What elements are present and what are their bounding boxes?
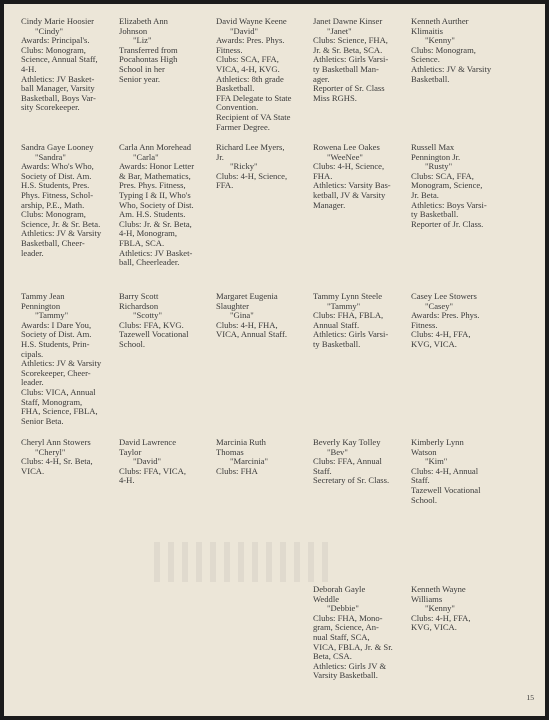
entry-line: leader. (21, 247, 44, 258)
entry-line: Annual Staff. (313, 319, 360, 330)
entry-line: Carla Ann Morehead (119, 142, 192, 152)
senior-entry (411, 143, 505, 229)
entry-line: Clubs: Monogram, (411, 44, 476, 55)
entry-line: Awards: Pres. Phys. (216, 35, 285, 46)
page-number: 15 (526, 693, 534, 702)
entry-line: Am. H.S. Students. (119, 209, 186, 220)
entry-line: Jr. Beta. (411, 189, 439, 200)
entry-line: ketball, JV & Varsity (313, 189, 386, 200)
entry-line: Richard Lee Myers, (216, 142, 285, 152)
entry-line: Johnson (119, 25, 148, 36)
entry-line: "Cheryl" (35, 446, 66, 457)
senior-entry (119, 143, 213, 268)
entry-line: "Sandra" (35, 151, 66, 162)
entry-line: Transferred from (119, 44, 178, 55)
entry-line: Athletics: Varsity Bas- (313, 180, 391, 191)
entry-line: Clubs: FFA, KVG. (119, 319, 184, 330)
entry-line: Awards: Pres. Phys. (411, 310, 480, 321)
senior-entry (21, 438, 115, 476)
entry-line: Awards: Principal's. (21, 35, 90, 46)
senior-entry (313, 438, 407, 486)
entry-line: VICA, Annual Staff. (216, 329, 287, 340)
entry-line: arship, P.E., Math. (21, 199, 85, 210)
entry-line: "Kenny" (425, 35, 455, 46)
entry-line: "Liz" (133, 35, 152, 46)
entry-line: Basketball, Boys Var- (21, 92, 96, 103)
entry-line: Tammy Jean (21, 291, 65, 301)
yearbook-page (4, 4, 545, 716)
senior-entry (411, 292, 505, 350)
senior-entry (119, 292, 213, 350)
entry-line: "Ricky" (230, 161, 258, 172)
entry-line: Athletics: Girls Varsi- (313, 54, 389, 65)
entry-line: VICA, FBLA, Jr. & Sr. (313, 641, 393, 652)
entry-line: ty Basketball Man- (313, 63, 379, 74)
senior-entry (21, 17, 115, 113)
entry-line: School. (119, 338, 146, 349)
entry-line: Monogram, Science, (411, 180, 483, 191)
entry-line: Casey Lee Stowers (411, 291, 477, 301)
senior-entry (216, 17, 310, 132)
entry-line: KVG, VICA. (411, 622, 457, 633)
entry-line: Basketball. (216, 83, 255, 94)
entry-line: sity Scorekeeper. (21, 102, 80, 113)
entry-line: Miss RGHS. (313, 92, 357, 103)
entry-line: Clubs: VICA, Annual (21, 386, 96, 397)
entry-line: "Debbie" (327, 603, 359, 614)
entry-line: ball Manager, Varsity (21, 83, 95, 94)
entry-line: Clubs: FHA (216, 465, 258, 476)
entry-line: ty Basketball. (411, 209, 459, 220)
entry-line: "Casey" (425, 300, 454, 311)
entry-line: Rowena Lee Oakes (313, 142, 380, 152)
entry-line: Clubs: 4-H, Science, (313, 161, 385, 172)
entry-line: Farmer Degree. (216, 121, 270, 132)
entry-line: Cheryl Ann Stowers (21, 437, 91, 447)
senior-entry (313, 17, 407, 103)
entry-line: Varsity Basketball. (313, 670, 378, 681)
entry-line: cipals. (21, 348, 44, 359)
entry-line: Clubs: SCA, FFA, (216, 54, 279, 65)
entry-line: ty Basketball. (313, 338, 361, 349)
entry-line: David Wayne Keene (216, 16, 287, 26)
entry-line: 4-H. (21, 63, 37, 74)
entry-line: FFA. (216, 180, 234, 191)
entry-line: David Lawrence (119, 437, 177, 447)
entry-line: Thomas (216, 446, 244, 457)
entry-line: Pocahontas High (119, 54, 178, 65)
entry-line: "Marcinia" (230, 456, 269, 467)
entry-line: Basketball, Cheer- (21, 237, 85, 248)
entry-line: Cindy Marie Hoosier (21, 16, 95, 26)
entry-line: FHA, Science, FBLA, (21, 406, 98, 417)
entry-line: Clubs: Monogram, (21, 44, 86, 55)
entry-line: KVG, VICA. (411, 338, 457, 349)
entry-line: Clubs: 4-H, Annual (411, 465, 479, 476)
entry-line: Pennington Jr. (411, 151, 461, 162)
senior-entry (119, 438, 213, 486)
entry-line: Typing I & II, Who's (119, 189, 191, 200)
entry-line: ager. (313, 73, 330, 84)
entry-line: FHA. (313, 170, 333, 181)
entry-line: "Tammy" (35, 310, 69, 321)
entry-line: Kenneth Wayne (411, 584, 466, 594)
entry-line: Basketball. (411, 73, 450, 84)
entry-line: Athletics: Girls JV & (313, 660, 387, 671)
entry-line: Clubs: 4-H, FHA, (216, 319, 278, 330)
senior-entry (313, 143, 407, 210)
entry-line: Sandra Gaye Looney (21, 142, 94, 152)
entry-line: "Kenny" (425, 603, 455, 614)
entry-line: Marcinia Ruth (216, 437, 266, 447)
entry-line: Reporter of Sr. Class (313, 83, 385, 94)
entry-line: VICA. (21, 465, 45, 476)
entry-line: Kenneth Aurther (411, 16, 469, 26)
entry-line: Athletics: JV Basket- (21, 73, 95, 84)
entry-line: Clubs: 4-H, FFA, (411, 329, 471, 340)
entry-line: Science, Jr. & Sr. Beta. (21, 218, 101, 229)
entry-line: Clubs: FFA, VICA, (119, 465, 187, 476)
entry-line: Clubs: Monogram, (21, 209, 86, 220)
entry-line: Clubs: Jr. & Sr. Beta, (119, 218, 192, 229)
entry-line: "Scotty" (133, 310, 162, 321)
entry-line: Awards: Who's Who, (21, 161, 94, 172)
entry-line: Elizabeth Ann (119, 16, 168, 26)
entry-line: Manager. (313, 199, 346, 210)
entry-line: Clubs: FFA, Annual (313, 456, 382, 467)
entry-line: Jr. (216, 151, 224, 162)
entry-line: Deborah Gayle (313, 584, 366, 594)
entry-line: "Tammy" (327, 300, 361, 311)
entry-line: Athletics: Girls Varsi- (313, 329, 389, 340)
entry-line: "Cindy" (35, 25, 64, 36)
entry-line: Weddle (313, 593, 340, 604)
entry-line: Athletics: JV Basket- (119, 247, 193, 258)
entry-line: School in her (119, 63, 165, 74)
entry-line: Clubs: FHA, FBLA, (313, 310, 384, 321)
entry-line: & Bar, Mathematics, (119, 170, 191, 181)
senior-entry (21, 143, 115, 258)
senior-entry (411, 17, 505, 84)
entry-line: Science. (411, 54, 440, 65)
entry-line: Tammy Lynn Steele (313, 291, 383, 301)
entry-line: Secretary of Sr. Class. (313, 475, 390, 486)
faded-bleedthrough (154, 542, 334, 582)
entry-line: Society of Dist. Am. (21, 170, 92, 181)
entry-line: Taylor (119, 446, 142, 457)
entry-line: Staff, Monogram, (21, 396, 83, 407)
entry-line: Pres. Phys. Fitness, (119, 180, 186, 191)
entry-line: Society of Dist. Am. (21, 329, 92, 340)
entry-line: nual Staff, SCA, (313, 631, 370, 642)
entry-line: Watson (411, 446, 437, 457)
entry-line: Janet Dawne Kinser (313, 16, 383, 26)
entry-line: VICA, 4-H, KVG. (216, 63, 280, 74)
senior-entry (216, 143, 310, 191)
entry-line: Jr. & Sr. Beta, SCA. (313, 44, 383, 55)
entry-line: "Carla" (133, 151, 159, 162)
entry-line: Pennington (21, 300, 61, 311)
senior-entry (216, 292, 310, 340)
entry-line: 4-H. (119, 475, 135, 486)
entry-line: "Gina" (230, 310, 254, 321)
entry-line: Staff. (313, 465, 332, 476)
senior-entry (119, 17, 213, 84)
entry-line: Beverly Kay Tolley (313, 437, 381, 447)
entry-line: Athletics: JV & Varsity (21, 358, 102, 369)
entry-line: Clubs: SCA, FFA, (411, 170, 474, 181)
entry-line: Williams (411, 593, 443, 604)
entry-line: gram, Science, An- (313, 622, 379, 633)
entry-line: FBLA, SCA. (119, 237, 165, 248)
entry-line: Senior year. (119, 73, 161, 84)
entry-line: Richardson (119, 300, 159, 311)
entry-line: Fitness. (216, 44, 243, 55)
senior-entry (411, 585, 505, 633)
entry-line: Margaret Eugenia (216, 291, 278, 301)
entry-line: Recipient of VA State (216, 111, 291, 122)
entry-line: Staff. (411, 475, 430, 486)
entry-line: Reporter of Jr. Class. (411, 218, 484, 229)
entry-line: Clubs: 4-H, FFA, (411, 612, 471, 623)
entry-line: Clubs: 4-H, Science, (216, 170, 288, 181)
entry-line: Awards: I Dare You, (21, 319, 92, 330)
entry-line: Clubs: FHA, Mono- (313, 612, 383, 623)
entry-line: 4-H, Monogram, (119, 228, 177, 239)
entry-line: "Rusty" (425, 161, 453, 172)
entry-line: Athletics: JV & Varsity (411, 63, 492, 74)
entry-line: FFA Delegate to State (216, 92, 292, 103)
entry-line: Russell Max (411, 142, 455, 152)
entry-line: ball, Cheerleader. (119, 257, 180, 268)
entry-line: "WeeNee" (327, 151, 363, 162)
entry-line: Athletics: 8th grade (216, 73, 284, 84)
senior-entry (313, 292, 407, 350)
entry-line: H.S. Students, Prin- (21, 338, 90, 349)
entry-line: Awards: Honor Letter (119, 161, 195, 172)
entry-line: "Janet" (327, 25, 352, 36)
senior-entry (411, 438, 505, 505)
entry-line: "David" (133, 456, 162, 467)
entry-line: Who, Society of Dist. (119, 199, 194, 210)
entry-line: Beta, CSA. (313, 651, 352, 662)
entry-line: Barry Scott (119, 291, 159, 301)
entry-line: Scorekeeper, Cheer- (21, 367, 91, 378)
senior-entry (216, 438, 310, 476)
entry-line: Kimberly Lynn (411, 437, 464, 447)
entry-line: "Bev" (327, 446, 348, 457)
senior-entry (21, 292, 115, 426)
entry-line: "Kim" (425, 456, 448, 467)
entry-line: Athletics: JV & Varsity (21, 228, 102, 239)
entry-line: Senior Beta. (21, 415, 64, 426)
entry-line: Klimaitis (411, 25, 443, 36)
senior-entry (313, 585, 407, 681)
entry-line: Phys. Fitness, Schol- (21, 189, 94, 200)
entry-line: Athletics: Boys Varsi- (411, 199, 487, 210)
entry-line: Tazewell Vocational (119, 329, 189, 340)
entry-line: Convention. (216, 102, 259, 113)
entry-line: leader. (21, 377, 44, 388)
entry-line: Fitness. (411, 319, 438, 330)
entry-line: Clubs: 4-H, Sr. Beta, (21, 456, 93, 467)
entry-line: H.S. Students, Pres. (21, 180, 90, 191)
entry-line: Clubs: Science, FHA, (313, 35, 388, 46)
entry-line: Science, Annual Staff, (21, 54, 98, 65)
entry-line: "David" (230, 25, 259, 36)
entry-line: Tazewell Vocational (411, 484, 481, 495)
entry-line: School. (411, 494, 438, 505)
entry-line: Slaughter (216, 300, 249, 311)
